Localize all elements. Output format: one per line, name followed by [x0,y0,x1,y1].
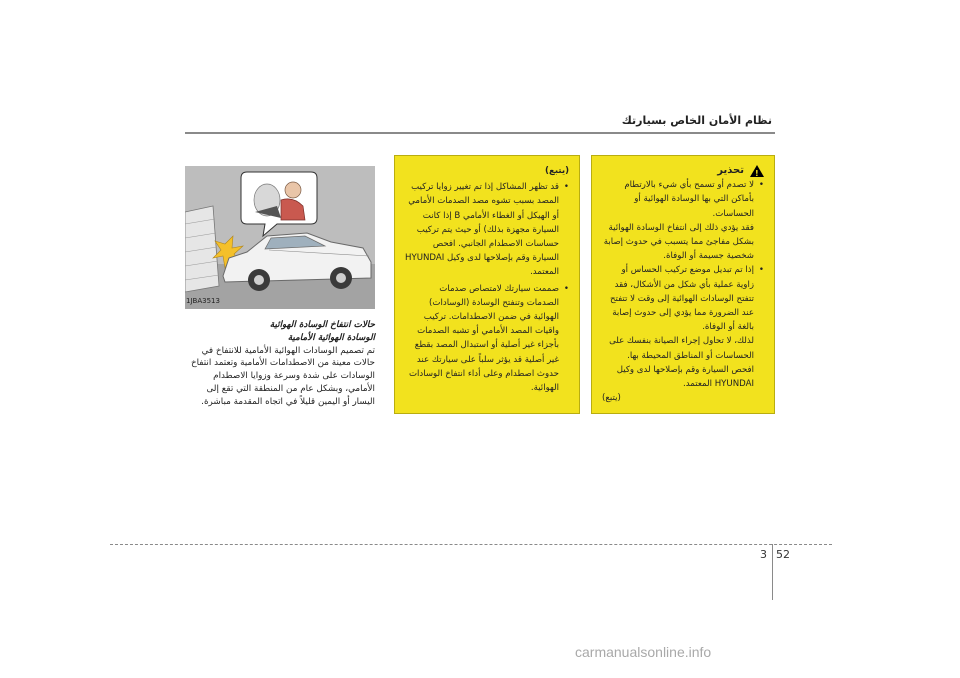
list-item: • إذا تم تبديل موضع تركيب الحساس أو زاوية عملية بأي شكل من الأشكال، فقد تتفتح الوسادات الهوائية إلى وقت لا تتفتح عند الضرورة مما يؤدي إلى حدوث إصابة بالغة أو الوفاة. [609,265,764,333]
section-subheading-2: الوسادة الهوائية الأمامية [287,332,375,343]
section-subheading: حالات انتفاخ الوسادة الهوائية [269,320,375,330]
body-paragraph: تم تصميم الوسادات الهوائية الأمامية للانتفاخ في حالات معينة من الاصطدامات الأمامية وتعتمد انتفاخ الوسادات على شدة وسرعة وزوايا الاصطدام الأمامي، وبشكل عام من المنطقة التي تقع إلى اليسار أو اليمين قليلاً في اتجاه المقدمة مباشرة. [190,345,375,407]
body-text [185,319,375,409]
warning-list [602,178,764,391]
warning-label: تحذير [717,165,744,176]
figure-code: 1JBA3513 [186,297,220,305]
notice-box [394,155,580,414]
crash-illustration-image [185,166,375,309]
header-divider [185,132,775,134]
crash-illustration [185,166,375,309]
continued-label: (يتبع) [602,393,621,404]
warning-header [602,164,764,178]
notice-list [405,180,569,395]
list-item: • لا تصدم أو تسمح بأي شيء بالارتطام بأماكن التي بها الوسادة الهوائية أو الحساسات. [624,180,764,219]
page-number: 52 [776,548,790,561]
warning-box [591,155,775,414]
continued-header: (يتبع) [545,166,569,176]
list-item: • صممت سيارتك لامتصاص صدمات الصدمات وتنفتح الوسادة (الوسادات) الهوائية في ضمن الاصطدامات. تركيب واقيات المصد الأمامي أو تشبه الصدمات بأجزاء غير أصلية أو استبدال المصد بقطع غير أصلية قد يؤثر سلباً على سيارتك عند حدوث اصطدام وعلى أداء انتفاخ الوسادات الهوائية. [408,283,569,394]
list-item: فقد يؤدي ذلك إلى انتفاخ الوسادة الهوائية بشكل مفاجئ مما يتسبب في حدوث إصابة شخصية جسيمة أو الوفاة. [603,222,754,262]
warning-triangle-icon: ! [750,165,764,177]
list-item: لذلك، لا تحاول إجراء الصيانة بنفسك على الحساسات أو المناطق المحيطة بها. افحص السيارة وقم بإصلاحها لدى وكيل HYUNDAI المعتمد. [609,336,754,390]
page-header-title: نظام الأمان الخاص بسيارتك [621,114,772,127]
section-number: 3 [760,548,767,561]
list-item: • قد تظهر المشاكل إذا تم تغيير زوايا تركيب المصد بسبب تشوه مصد الصدمات الأمامي أو الهيكل أو الغطاء الأمامي B إذا كانت السيارة مجهزة بذلك) أو حيث يتم تركيب حساسات الاصطدام الجانبي. افحص السيارة وقم بإصلاحها لدى وكيل HYUNDAI المعتمد. [404,182,569,278]
footer-divider [110,544,832,545]
watermark: carmanualsonline.info [575,644,712,660]
footer-vertical-divider [772,544,773,600]
